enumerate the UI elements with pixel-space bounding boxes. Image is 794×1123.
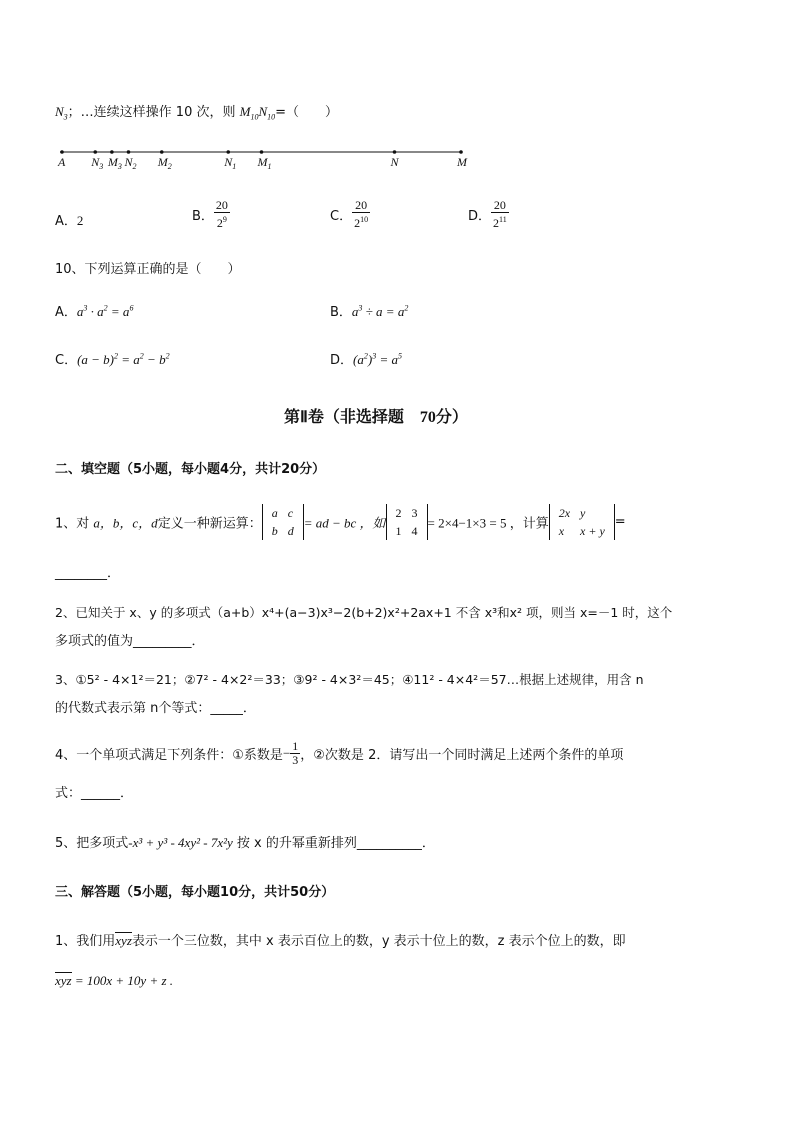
fill-q3-line2[interactable]: 的代数式表示第 n个等式：_____． bbox=[55, 701, 256, 716]
fill-q1-blank[interactable]: ________． bbox=[55, 566, 121, 581]
q9-expr-n: N bbox=[258, 104, 268, 119]
number-line-label: N bbox=[390, 155, 399, 169]
q9-option-c[interactable]: C． $\frac{20}{2^{10}}$ bbox=[330, 198, 369, 230]
q10-option-c-expr: $(a - b)^2 = a^2 - b^2$ bbox=[77, 351, 170, 367]
q9-option-a[interactable]: A．2 bbox=[55, 213, 84, 229]
number-line-point bbox=[260, 150, 264, 154]
number-line-label: $N_3$ bbox=[91, 155, 104, 171]
fill-q4-line2[interactable]: 式：______． bbox=[55, 786, 134, 801]
q9-option-d[interactable]: D． $\frac{20}{2^{11}}$ bbox=[468, 198, 507, 230]
number-line-point bbox=[393, 150, 397, 154]
section2-title: 第Ⅱ卷（非选择题 70分） bbox=[284, 409, 468, 426]
number-line-point bbox=[93, 150, 97, 154]
number-line-point bbox=[127, 150, 131, 154]
number-line-point bbox=[160, 150, 164, 154]
number-line-point bbox=[60, 150, 64, 154]
solve-q1-line1: 1、我们用xyz表示一个三位数，其中 x 表示百位上的数，y 表示十位上的数，z 表示个位上的数，即 bbox=[55, 933, 626, 949]
number-line-figure bbox=[50, 140, 480, 176]
q9-intro-sub: 3 bbox=[63, 112, 68, 122]
number-line-label: $M_3$ bbox=[107, 155, 122, 171]
q9-expr-n-sub: 10 bbox=[267, 112, 276, 122]
solve-q1-formula: xyz = 100x + 10y + z . bbox=[55, 973, 174, 988]
fill-q4-line1: 4、一个单项式满足下列条件：①系数是− $\frac{1}{3}$ ，②次数是 2．请写出一个同时满足上述两个条件的单项 bbox=[55, 739, 624, 767]
q10-option-a[interactable]: A．$a^3 \cdot a^2 = a^6$ bbox=[55, 303, 134, 320]
fill-q3-line1: 3、①5² - 4×1²＝21；②7² - 4×2²＝33；③9² - 4×3²＝45；④11² - 4×4²＝57…根据上述规律，用含 n bbox=[55, 672, 644, 687]
det-definition: a c b d bbox=[262, 504, 304, 540]
q9-intro bbox=[55, 101, 338, 122]
fill-q1: 1、对 a，b，c，d定义一种新运算： a c b d = ad − bc ，如 2 3 1 4 = 2×4−1×3 = 5 ，计算 2x y x x + y = bbox=[55, 506, 626, 538]
q9-expr-m: M bbox=[239, 104, 251, 119]
q9-intro-point: N bbox=[55, 104, 64, 119]
q5-polynomial: -x³ + y³ - 4xy² - 7x²y bbox=[128, 835, 233, 850]
q9-intro-tail: =（ ） bbox=[275, 105, 339, 120]
q9-expr-m-sub: 10 bbox=[250, 112, 259, 122]
q10-option-d[interactable]: D．$(a^2)^3 = a^5$ bbox=[330, 351, 402, 368]
number-line-label: $M_1$ bbox=[257, 155, 272, 171]
q10-stem: 10、下列运算正确的是（ ） bbox=[55, 262, 241, 277]
number-line-label: M bbox=[457, 155, 467, 169]
number-line-point bbox=[459, 150, 463, 154]
q10-option-b[interactable]: B．$a^3 \div a = a^2$ bbox=[330, 303, 409, 320]
number-line-label: $N_1$ bbox=[224, 155, 237, 171]
fill-q5: 5、把多项式-x³ + y³ - 4xy² - 7x²y 按 x 的升幂重新排列__________． bbox=[55, 835, 435, 851]
det-compute: 2x y x x + y bbox=[549, 504, 615, 540]
q10-option-b-expr: $a^3 \div a = a^2$ bbox=[351, 303, 409, 319]
xyz-overline: xyz bbox=[115, 933, 132, 948]
det-example: 2 3 1 4 bbox=[386, 504, 428, 540]
section3-part-heading: 三、解答题（5小题，每小题10分，共计50分） bbox=[55, 885, 335, 900]
number-line-point bbox=[226, 150, 230, 154]
number-line-label: $M_2$ bbox=[157, 155, 172, 171]
fill-q2-line1: 2、已知关于 x、y 的多项式（a+b）x⁴+(a−3)x³−2(b+2)x²+2ax+1 不含 x³和x² 项，则当 x=－1 时，这个 bbox=[55, 605, 673, 620]
fill-q2-line2[interactable]: 多项式的值为_________． bbox=[55, 634, 205, 649]
q10-option-a-expr: $a^3 \cdot a^2 = a^6$ bbox=[76, 303, 134, 319]
q10-option-d-expr: $(a^2)^3 = a^5$ bbox=[353, 351, 402, 367]
section2-part-heading: 二、填空题（5小题，每小题4分，共计20分） bbox=[55, 462, 326, 477]
q10-option-c[interactable]: C．$(a - b)^2 = a^2 - b^2$ bbox=[55, 351, 170, 368]
q9-intro-text: ；…连续这样操作 10 次，则 bbox=[67, 105, 240, 120]
q5-blank[interactable]: __________． bbox=[356, 836, 435, 851]
number-line-label: $N_2$ bbox=[124, 155, 137, 171]
q9-option-b[interactable]: B． $\frac{20}{2^9}$ bbox=[192, 198, 228, 230]
number-line-label: A bbox=[58, 155, 66, 169]
number-line-point bbox=[110, 150, 114, 154]
